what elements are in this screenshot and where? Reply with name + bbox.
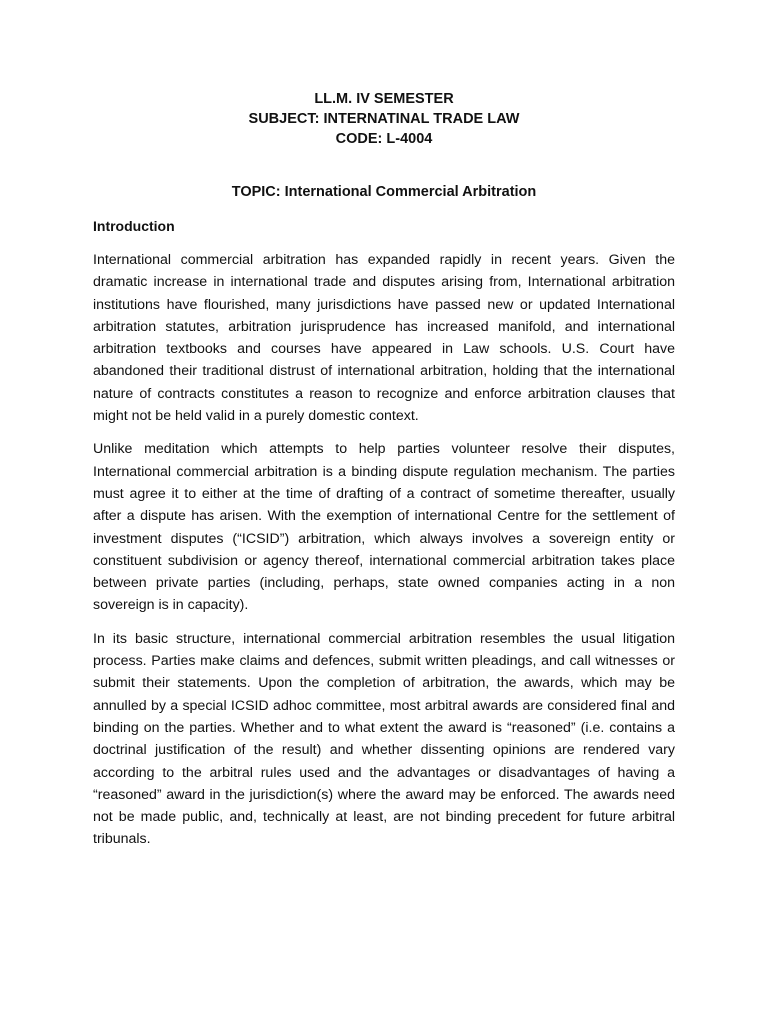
topic-title: TOPIC: International Commercial Arbitration <box>231 184 537 200</box>
subject-line: SUBJECT: INTERNATINAL TRADE LAW <box>248 111 520 127</box>
paragraph: International commercial arbitration has expanded rapidly in recent years. Given the dramatic increase in international trade and disputes arising from, International arbitration institutions have flourished, many jurisdictions have passed new or updated International arbitration statutes, arbitration jurisprudence has increased manifold, and international arbitration textbooks and courses have appeared in Law schools. U.S. Court have abandoned their traditional distrust of international arbitration, holding that the international nature of contracts constitutes a reason to recognize and enforce arbitration clauses that might not be held valid in a purely domestic context. <box>93 252 675 425</box>
paragraph: Unlike meditation which attempts to help parties volunteer resolve their disputes, International commercial arbitration is a binding dispute regulation mechanism. The parties must agree it to either at the time of drafting of a contract of sometime thereafter, usually after a dispute has arisen. With the exemption of international Centre for the settlement of investment disputes (“ICSID”) arbitration, which always involves a sovereign entity or constituent subdivision or agency thereof, international commercial arbitration takes place between private parties (including, perhaps, state owned companies acting in a non sovereign is in capacity). <box>93 441 675 614</box>
code-line: CODE: L-4004 <box>335 131 433 147</box>
semester-line: LL.M. IV SEMESTER <box>314 91 454 107</box>
section-heading-introduction: Introduction <box>93 218 175 234</box>
document-body <box>93 249 675 862</box>
paragraph: In its basic structure, international commercial arbitration resembles the usual litigation process. Parties make claims and defences, submit written pleadings, and call witnesses or submit their statements. Upon the completion of arbitration, the awards, which may be annulled by a special ICSID adhoc committee, most arbitral awards are considered final and binding on the parties. Whether and to what extent the award is “reasoned” (i.e. contains a doctrinal justification of the result) and whether dissenting opinions are rendered vary according to the arbitral rules used and the advantages or disadvantages of having a “reasoned” award in the jurisdiction(s) where the award may be enforced. The awards need not be made public, and, technically at least, are not binding precedent for future arbitral tribunals. <box>93 630 675 848</box>
document-header <box>0 89 768 149</box>
